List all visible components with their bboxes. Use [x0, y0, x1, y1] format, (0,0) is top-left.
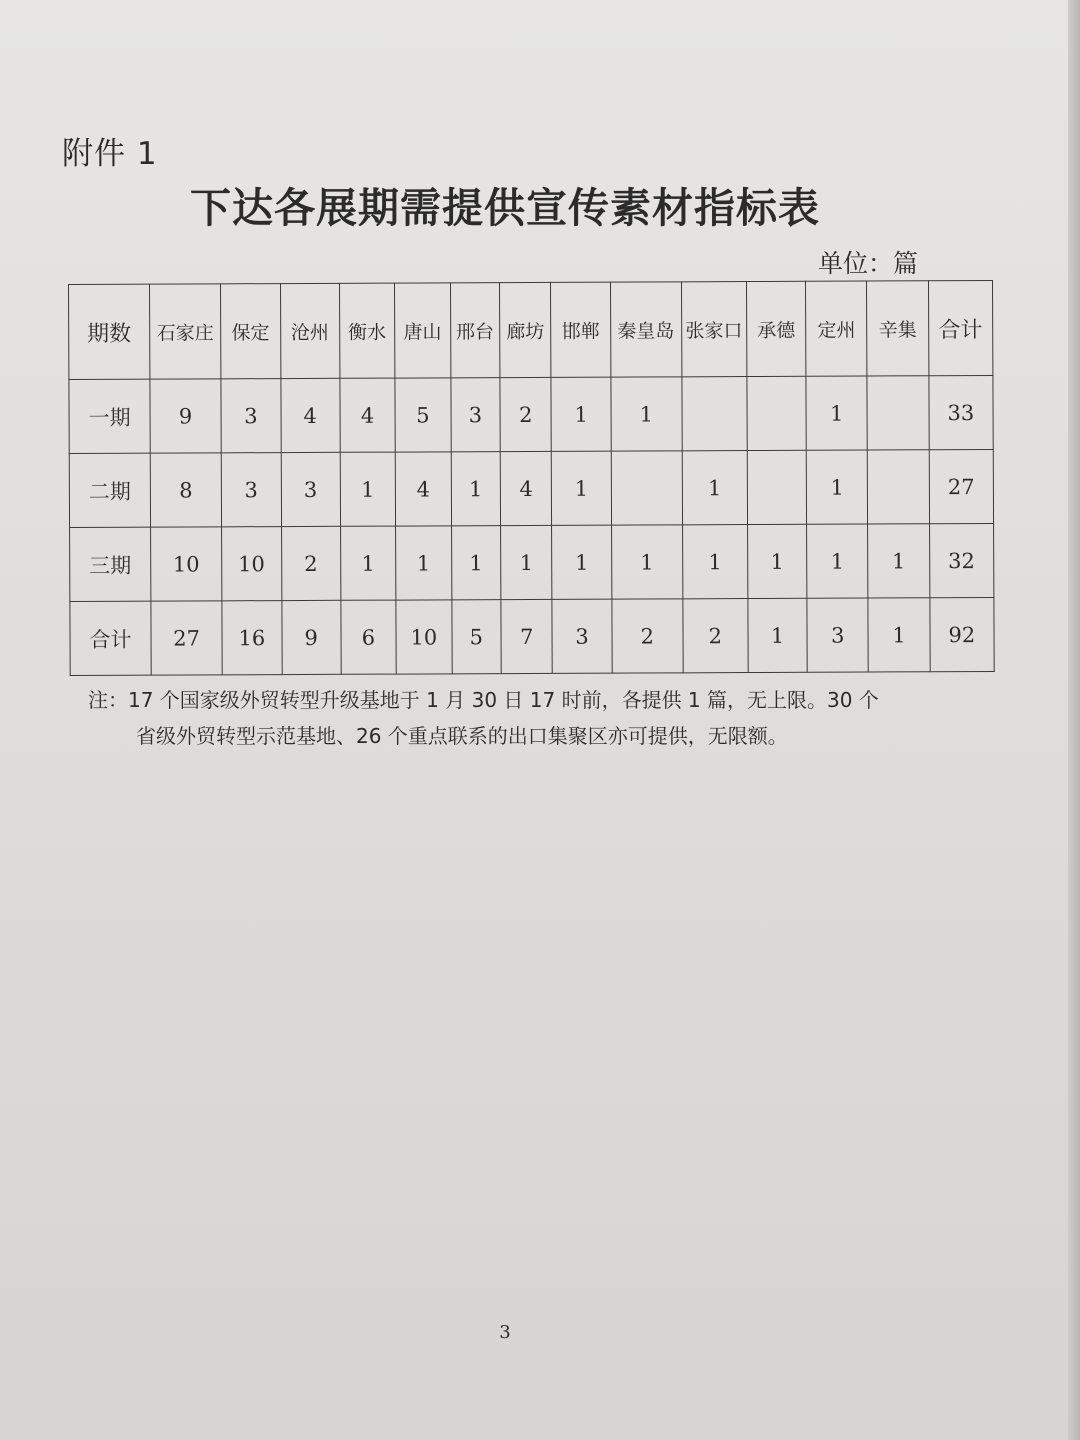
- table-cell: 5: [451, 600, 501, 674]
- table-cell: 1: [806, 450, 868, 524]
- row-total-cell: 32: [929, 523, 994, 597]
- header-cell-period: 期数: [69, 284, 150, 379]
- table-cell: 1: [451, 526, 501, 600]
- header-cell-baoding: 保定: [221, 284, 281, 379]
- table-cell: [682, 377, 747, 451]
- row-label-cell: 合计: [70, 601, 151, 675]
- table-cell: 3: [221, 453, 281, 527]
- header-cell-chengde: 承德: [746, 281, 806, 376]
- table-cell: 2: [683, 599, 748, 673]
- table-cell: 2: [500, 377, 552, 451]
- table-cell: 8: [150, 453, 222, 527]
- table-cell: 7: [501, 599, 553, 673]
- table-header-row: [69, 280, 993, 379]
- header-cell-total: 合计: [928, 280, 993, 375]
- table-cell: 16: [222, 601, 282, 675]
- row-total-cell: 33: [928, 375, 993, 449]
- table-cell: 5: [395, 378, 451, 452]
- table-cell: 1: [807, 524, 869, 598]
- table-cell: 1: [551, 377, 611, 451]
- footnote: [88, 682, 988, 754]
- table-cell: 1: [747, 524, 807, 598]
- table-cell: 10: [396, 600, 452, 674]
- table-cell: [611, 451, 682, 525]
- table-cell: 2: [281, 526, 341, 600]
- table-cell: 3: [450, 378, 500, 452]
- unit-label: 单位：篇: [818, 249, 919, 278]
- table-cell: 4: [395, 452, 451, 526]
- table-cell: 1: [451, 452, 501, 526]
- header-cell-langfang: 廊坊: [499, 282, 551, 377]
- table-cell: 1: [868, 598, 930, 672]
- page-number: 3: [499, 1322, 511, 1343]
- row-label-cell: 一期: [69, 379, 150, 453]
- header-cell-shijiazhuang: 石家庄: [149, 284, 221, 379]
- table-cell: [867, 376, 929, 450]
- table-cell: 6: [341, 600, 397, 674]
- table-cell: 9: [150, 379, 222, 453]
- table-cell: 10: [150, 527, 222, 601]
- header-cell-cangzhou: 沧州: [280, 283, 340, 378]
- table-cell: 3: [221, 379, 281, 453]
- attachment-label: 附件 1: [62, 136, 158, 172]
- table-cell: [868, 450, 930, 524]
- table-cell: 4: [280, 378, 340, 452]
- table-cell: 1: [806, 376, 868, 450]
- page-edge: [1068, 0, 1080, 1440]
- row-label-cell: 三期: [70, 527, 151, 601]
- table-cell: 4: [500, 451, 552, 525]
- header-cell-tangshan: 唐山: [395, 283, 451, 378]
- table-cell: 1: [552, 525, 612, 599]
- table-cell: 3: [281, 452, 341, 526]
- table-cell: 2: [612, 599, 683, 673]
- table-cell: 1: [682, 525, 747, 599]
- table-cell: 1: [340, 526, 396, 600]
- table-cell: 1: [340, 452, 396, 526]
- table-cell: 1: [552, 451, 612, 525]
- table-row: [69, 449, 993, 527]
- footnote-line-2: 省级外贸转型示范基地、26 个重点联系的出口集聚区亦可提供，无限额。: [136, 724, 788, 748]
- row-total-cell: 27: [929, 449, 994, 523]
- table-cell: 1: [682, 451, 747, 525]
- footnote-line-1: 注：17 个国家级外贸转型升级基地于 1 月 30 日 17 时前，各提供 1 篇，无上限。30 个: [88, 688, 879, 712]
- header-cell-zhangjiakou: 张家口: [681, 282, 747, 377]
- table-cell: 9: [281, 600, 341, 674]
- table-cell: 1: [748, 598, 808, 672]
- table-cell: 1: [611, 525, 682, 599]
- table-cell: 3: [552, 599, 612, 673]
- table-cell: 1: [396, 526, 452, 600]
- table-cell: 3: [807, 598, 869, 672]
- grand-total-cell: 92: [929, 597, 994, 671]
- header-cell-qinhuangdao: 秦皇岛: [610, 282, 681, 377]
- table-row: [69, 375, 993, 453]
- table-total-row: [70, 597, 994, 675]
- table-cell: 27: [151, 601, 223, 675]
- table-cell: 10: [222, 527, 282, 601]
- table-cell: 1: [868, 524, 930, 598]
- table-row: [70, 523, 994, 601]
- table-cell: 1: [611, 377, 682, 451]
- table-cell: 1: [501, 525, 553, 599]
- row-label-cell: 二期: [69, 453, 150, 527]
- table-cell: [747, 450, 807, 524]
- quota-table: [68, 280, 995, 676]
- header-cell-dingzhou: 定州: [806, 281, 868, 376]
- table-cell: [747, 376, 807, 450]
- header-cell-xinji: 辛集: [867, 281, 929, 376]
- page-title: 下达各展期需提供宣传素材指标表: [190, 184, 820, 232]
- table-cell: 4: [340, 378, 396, 452]
- header-cell-handan: 邯郸: [551, 282, 611, 377]
- header-cell-xingtai: 邢台: [450, 283, 500, 378]
- header-cell-hengshui: 衡水: [339, 283, 395, 378]
